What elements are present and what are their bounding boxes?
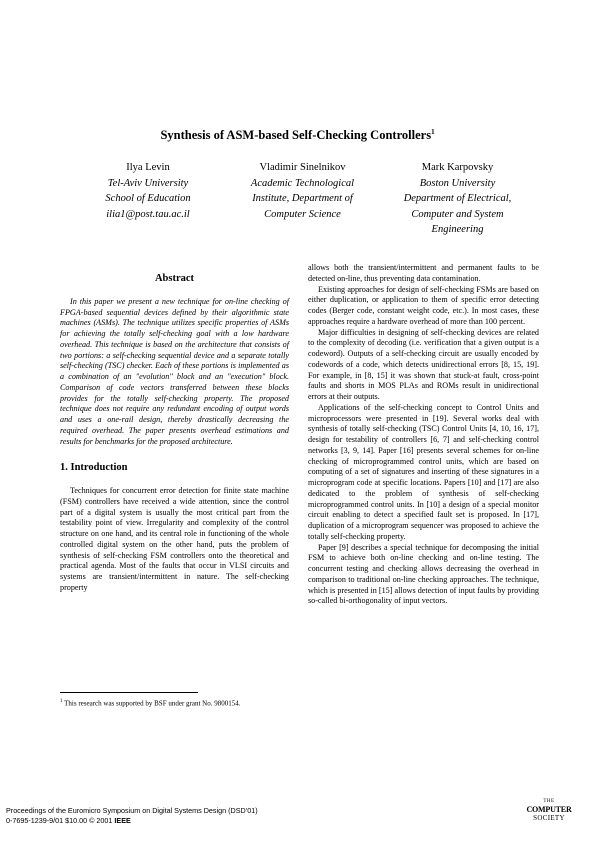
author-affiliation-line: Engineering [431, 224, 484, 235]
author-affiliation-line: Computer and System [411, 208, 504, 220]
author-affiliation-line: Institute, Department of [252, 193, 353, 204]
paper-title: Synthesis of ASM-based Self-Checking Controllers$^1$ [160, 128, 435, 143]
right-column [308, 263, 539, 607]
body-paragraph: Existing approaches for design of self-checking FSMs are based on either duplication, or application to them of specific error detecting codes (Berger code, constant weight code, etc.). In most cases, these approaches require a hardware overhead of more than 100 percent. [308, 284, 539, 326]
author-affiliation-line: Department of Electrical, [403, 193, 512, 204]
introduction-heading: 1. Introduction [60, 462, 128, 474]
author-name: Mark Karpovsky [421, 162, 494, 173]
computer-society-logo: THE COMPUTER SOCIETY [526, 799, 572, 822]
publisher: IEEE [114, 816, 131, 825]
author-name: Ilya Levin [126, 162, 170, 173]
body-paragraph: Paper [9] describes a special technique for decomposing the initial FSM to achieve both on-line checking and on-line testing. The concurrent testing and checking allows decreasing the overhead in comparison to traditional on-line checking approaches. The technique, which is presented in [15] allows detection of input faults by providing so-called bi-orthogonality of input vectors. [308, 542, 539, 606]
author-email: ilia1@post.tau.ac.il [106, 208, 190, 220]
body-paragraph: Applications of the self-checking concept to Control Units and microprocessors were presented in [19]. Several works deal with synthesis of totally self-checking (TSC) Control Units [4, 10, 16, 17], design for testability of controllers [6, 7] and self-checking control networks [3, 9, 14]. Paper [16] presents several schemes for on-line checking of microprogrammed control units, which are based on computing of a set of signatures and inserting of these signatures in a microprogram code at specific locations. Papers [10] and [17] are also dedicated to the problem of synthesis of self-checking microprogrammed control units. In [10] a design of a special monitor circuit enabling to detect a specified fault set is proposed. In [17], duplication of a microprogram sequencer was proposed to achieve the totally self-checking property. [308, 402, 539, 541]
title-footnote-mark: 1 [431, 128, 435, 136]
footnote-mark: 1 [60, 699, 63, 704]
author-name: Vladimir Sinelnikov [259, 162, 346, 173]
abstract-heading: Abstract [154, 273, 195, 284]
left-column [60, 260, 289, 594]
author-affiliation-line: School of Education [105, 193, 191, 204]
abstract-text: In this paper we present a new technique for on-line checking of FPGA-based sequential devices defined by their algorithmic state machines (ASMs). The technique utilizes specific properties of ASMs for achieving the totally self-checking goal with a low hardware overhead. This technique is based on the architecture that consists of two portions: a self-checking sequential device and a separate totally self-checking (TSC) checker. Each of these portions is implemented as a combination of an "evolution" block and an "execution" block. Comparison of code vectors transferred between these blocks provides for the totally self-checking property. The proposed technique does not require any redundant encoding of output words and uses a one-rail design, thereby drastically decreasing the required overhead. The paper presents overhead estimations and results for benchmarks for the proposed architecture. [60, 296, 289, 446]
author-affiliation-line: Academic Technological [250, 177, 355, 189]
body-paragraph: allows both the transient/intermittent and permanent faults to be detected on-line, thus preventing data contamination. [308, 263, 539, 283]
proceedings-line: Proceedings of the Euromicro Symposium on Digital Systems Design (DSD’01) [6, 806, 258, 815]
author-affiliation-line: Boston University [419, 177, 496, 189]
body-paragraph: Major difficulties in designing of self-checking devices are related to the complexity of decoding (i.e. verification that a given output is a codeword). Outputs of a self-checking circuit are usually encoded by codewords of a code, which detects unidirectional errors [8, 15, 19]. For example, in [8, 15] it was shown that stuck-at fault, cross-point faults and shorts in MOS PLAs and ROMs result in unidirectional errors at their outputs. [308, 327, 539, 401]
footnote-text: This research was supported by BSF under grant No. 9800154. [64, 699, 241, 708]
footnote [60, 699, 240, 707]
author-block-3 [365, 160, 550, 238]
author-block-1 [68, 160, 228, 222]
author-affiliation-line: Computer Science [264, 208, 341, 220]
copyright-line: 0-7695-1239-9/01 $10.00 © 2001 IEEE [6, 816, 131, 825]
introduction-paragraph: Techniques for concurrent error detection for finite state machine (FSM) controllers have received a wide attention, since the control part of a digital system is usually the most critical part from the testability point of view. Irregularity and complexity of the control structure on one hand, and its central role in functioning of the whole controlled digital system on the other hand, puts the problem of synthesis of self-checking FSM controllers onto the theoretical and practical agenda. Most of the faults that occur in VLSI circuits and systems are transient/intermittent in nature. The self-checking property [60, 486, 289, 592]
proceedings-info [6, 806, 258, 826]
footnote-divider [60, 692, 198, 693]
author-affiliation-line: Tel-Aviv University [107, 177, 189, 189]
author-block-2 [215, 160, 390, 222]
